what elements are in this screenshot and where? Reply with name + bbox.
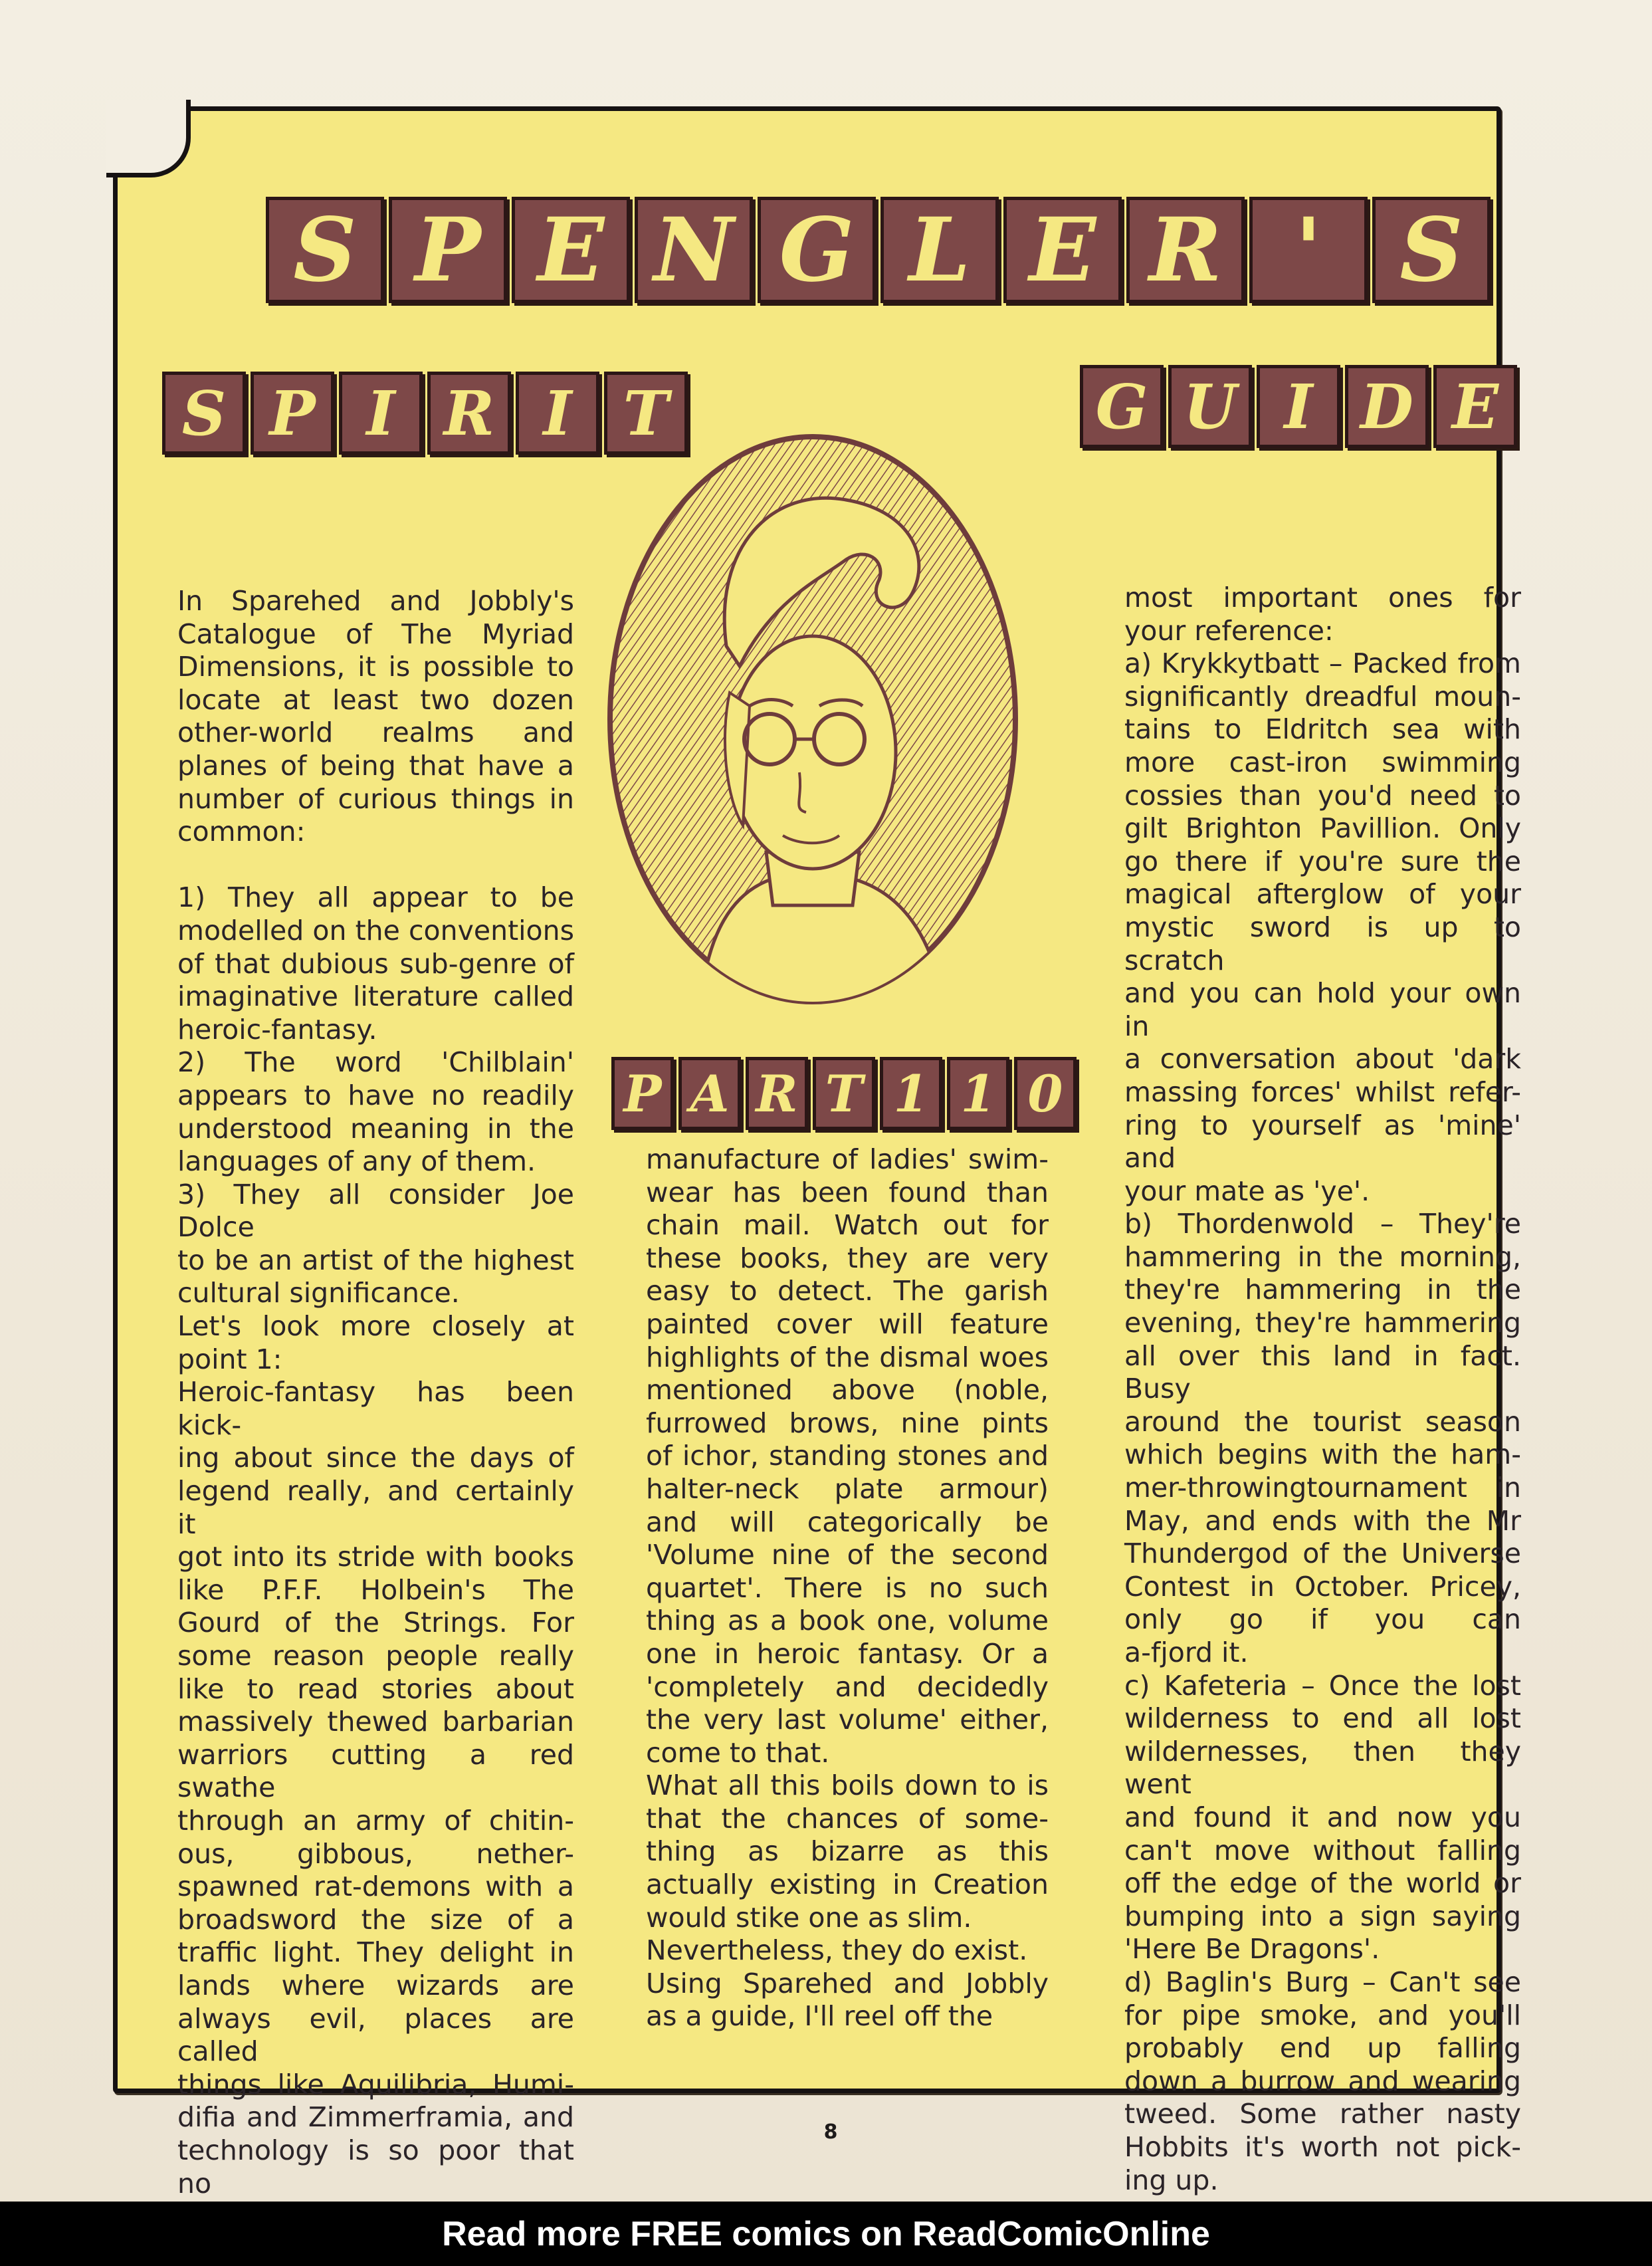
text-line: off the edge of the world or <box>1124 1867 1521 1900</box>
text-line: go there if you're sure the <box>1124 845 1521 877</box>
text-line: as a guide, I'll reel off the <box>646 2000 993 2033</box>
panel-corner-curl <box>106 100 191 177</box>
text-line: things like Aquilibria, Humi- <box>177 2068 574 2100</box>
text-line: thing as a book one, volume <box>646 1605 1049 1637</box>
title-letter-tile: P <box>251 372 334 455</box>
text-line: hammering in the morning, <box>1124 1240 1521 1273</box>
title-letter-tile: G <box>758 197 876 303</box>
title-guide <box>1080 365 1517 448</box>
title-letter-tile: E <box>1003 197 1122 303</box>
text-line <box>177 849 574 882</box>
text-line: a) Krykkytbatt – Packed from <box>1124 647 1521 680</box>
text-line: that the chances of some- <box>646 1802 1049 1835</box>
text-line: tweed. Some rather nasty <box>1124 2098 1521 2130</box>
text-line: point 1: <box>177 1343 282 1375</box>
title-letter-tile: S <box>266 197 384 303</box>
text-line: wilderness to end all lost <box>1124 1702 1521 1735</box>
portrait-illustration <box>600 427 1025 1012</box>
text-line: the very last volume' either, <box>646 1704 1049 1736</box>
text-line: evening, they're hammering <box>1124 1307 1521 1339</box>
text-line: some reason people really <box>177 1640 574 1672</box>
text-line: one in heroic fantasy. Or a <box>646 1637 1049 1670</box>
text-line: actually existing in Creation <box>646 1869 1049 1901</box>
text-line: locate at least two dozen <box>177 683 574 716</box>
title-letter-tile: A <box>678 1057 741 1130</box>
text-line: thing as bizarre as this <box>646 1835 1049 1868</box>
text-line: May, and ends with the Mr <box>1124 1504 1521 1537</box>
text-line: Thundergod of the Universe <box>1124 1537 1521 1570</box>
text-line: only go if you can <box>1124 1603 1521 1636</box>
text-line: got into its stride with books <box>177 1541 574 1573</box>
title-letter-tile: 1 <box>880 1057 942 1130</box>
text-line: always evil, places are called <box>177 2002 574 2068</box>
text-line: other-world realms and <box>177 717 574 749</box>
text-line: gilt Brighton Pavillion. Only <box>1124 812 1521 845</box>
title-letter-tile: P <box>389 197 507 303</box>
text-line: Nevertheless, they do exist. <box>646 1934 1028 1967</box>
text-line: massing forces' whilst refer- <box>1124 1076 1521 1108</box>
title-letter-tile: N <box>635 197 753 303</box>
text-line: for pipe smoke, and you'll <box>1124 1999 1521 2031</box>
text-line: lands where wizards are <box>177 1969 574 2001</box>
title-letter-tile: G <box>1080 365 1164 448</box>
text-line: come to that. <box>646 1736 830 1769</box>
article-column-3 <box>1124 582 1521 2197</box>
text-line: Let's look more closely at <box>177 1310 574 1343</box>
text-line: bumping into a sign saying <box>1124 1900 1521 1932</box>
title-letter-tile: P <box>611 1057 674 1130</box>
title-letter-tile: I <box>516 372 599 455</box>
text-line: 'Here Be Dragons'. <box>1124 1933 1380 1966</box>
text-line: all over this land in fact. Busy <box>1124 1339 1521 1405</box>
title-letter-tile: E <box>1433 365 1517 448</box>
text-line: mer-throwingtournament in <box>1124 1472 1521 1504</box>
text-line: tains to Eldritch sea with <box>1124 713 1521 746</box>
title-letter-tile: S <box>1372 197 1491 303</box>
text-line: easy to detect. The garish <box>646 1275 1049 1307</box>
text-line: and will categorically be <box>646 1506 1049 1538</box>
text-line: Gourd of the Strings. For <box>177 1607 574 1639</box>
text-line: imaginative literature called <box>177 980 574 1013</box>
text-line: ing up. <box>1124 2164 1219 2196</box>
title-letter-tile: R <box>746 1057 808 1130</box>
text-line: number of curious things in <box>177 782 574 815</box>
text-line: and found it and now you <box>1124 1801 1521 1833</box>
text-line: cossies than you'd need to <box>1124 779 1521 812</box>
text-line: massively thewed barbarian <box>177 1706 574 1738</box>
article-column-1 <box>177 585 574 2233</box>
title-letter-tile: ' <box>1249 197 1368 303</box>
text-line: like P.F.F. Holbein's The <box>177 1573 574 1606</box>
title-letter-tile: T <box>813 1057 875 1130</box>
text-line: legend really, and certainly it <box>177 1475 574 1540</box>
text-line: most important ones for <box>1124 582 1521 614</box>
text-line: 3) They all consider Joe Dolce <box>177 1178 574 1244</box>
text-line: spawned rat-demons with a <box>177 1870 574 1903</box>
text-line: highlights of the dismal woes <box>646 1341 1049 1373</box>
text-line: would stike one as slim. <box>646 1901 972 1934</box>
text-line: significantly dreadful moun- <box>1124 680 1521 713</box>
text-line: broadsword the size of a <box>177 1903 574 1936</box>
text-line: cultural significance. <box>177 1277 460 1309</box>
text-line: d) Baglin's Burg – Can't see <box>1124 1966 1521 1998</box>
text-line: Dimensions, it is possible to <box>177 651 574 683</box>
title-spenglers <box>266 197 1491 303</box>
text-line: mentioned above (noble, <box>646 1374 1049 1407</box>
text-line: furrowed brows, nine pints <box>646 1407 1049 1439</box>
text-line: a-fjord it. <box>1124 1637 1249 1668</box>
text-line: 'Volume nine of the second <box>646 1539 1049 1571</box>
text-line: around the tourist season <box>1124 1405 1521 1438</box>
title-letter-tile: R <box>427 372 511 455</box>
text-line: Hobbits it's worth not pick- <box>1124 2130 1521 2163</box>
text-line: languages of any of them. <box>177 1145 536 1178</box>
text-line: Contest in October. Pricey, <box>1124 1570 1521 1603</box>
text-line: wear has been found than <box>646 1176 1049 1208</box>
text-line: down a burrow and wearing <box>1124 2065 1521 2097</box>
text-line: and you can hold your own in <box>1124 977 1521 1042</box>
text-line: of ichor, standing stones and <box>646 1440 1049 1472</box>
text-line: What all this boils down to is <box>646 1769 1049 1802</box>
text-line: which begins with the ham- <box>1124 1438 1521 1471</box>
text-line: Catalogue of The Myriad <box>177 618 574 650</box>
text-line: traffic light. They delight in <box>177 1936 574 1969</box>
text-line: planes of being that have a <box>177 749 574 782</box>
title-letter-tile: U <box>1168 365 1252 448</box>
text-line: technology is so poor that no <box>177 2134 574 2200</box>
text-line: warriors cutting a red swathe <box>177 1738 574 1804</box>
text-line: In Sparehed and Jobbly's <box>177 585 574 617</box>
text-line: b) Thordenwold – They're <box>1124 1208 1521 1240</box>
footer-text[interactable]: Read more FREE comics on ReadComicOnline <box>442 2214 1210 2253</box>
text-line: modelled on the conventions <box>177 914 574 947</box>
text-line: halter-neck plate armour) <box>646 1472 1049 1505</box>
text-line: to be an artist of the highest <box>177 1244 574 1276</box>
text-line: ous, gibbous, nether- <box>177 1837 574 1870</box>
text-line: painted cover will feature <box>646 1307 1049 1340</box>
text-line: through an army of chitin- <box>177 1804 574 1837</box>
title-letter-tile: 0 <box>1014 1057 1077 1130</box>
text-line: ing about since the days of <box>177 1442 574 1474</box>
text-line: quartet'. There is no such <box>646 1571 1049 1604</box>
page-number: 8 <box>823 2120 838 2144</box>
title-letter-tile: D <box>1345 365 1429 448</box>
text-line: c) Kafeteria – Once the lost <box>1124 1669 1521 1702</box>
text-line: chain mail. Watch out for <box>646 1209 1049 1242</box>
text-line: mystic sword is up to scratch <box>1124 911 1521 976</box>
title-letter-tile: I <box>1257 365 1340 448</box>
text-line: 1) They all appear to be <box>177 881 574 914</box>
text-line: common: <box>177 816 306 848</box>
text-line: wildernesses, then they went <box>1124 1735 1521 1801</box>
title-letter-tile: R <box>1126 197 1245 303</box>
title-part-110 <box>611 1057 1077 1130</box>
text-line: 'completely and decidedly <box>646 1670 1049 1703</box>
text-line: heroic-fantasy. <box>177 1013 377 1046</box>
title-letter-tile: L <box>880 197 999 303</box>
text-line: Heroic-fantasy has been kick- <box>177 1376 574 1441</box>
text-line: manufacture of ladies' swim- <box>646 1143 1049 1175</box>
text-line: of that dubious sub-genre of <box>177 947 574 980</box>
text-line: difia and Zimmerframia, and <box>177 2101 574 2134</box>
title-letter-tile: T <box>604 372 688 455</box>
title-letter-tile: S <box>162 372 246 455</box>
text-line: understood meaning in the <box>177 1112 574 1145</box>
text-line: more cast-iron swimming <box>1124 746 1521 778</box>
text-line: your mate as 'ye'. <box>1124 1175 1370 1207</box>
text-line: can't move without falling <box>1124 1834 1521 1867</box>
text-line: probably end up falling <box>1124 2032 1521 2065</box>
text-line: magical afterglow of your <box>1124 878 1521 911</box>
title-letter-tile: 1 <box>947 1057 1009 1130</box>
text-line: these books, they are very <box>646 1242 1049 1274</box>
text-line: they're hammering in the <box>1124 1274 1521 1306</box>
title-letter-tile: I <box>339 372 423 455</box>
article-column-2 <box>646 1143 1049 2033</box>
text-line: Using Sparehed and Jobbly <box>646 1967 1049 1999</box>
footer-banner[interactable] <box>0 2202 1652 2266</box>
text-line: ring to yourself as 'mine' and <box>1124 1109 1521 1175</box>
text-line: 2) The word 'Chilblain' <box>177 1046 574 1079</box>
text-line: appears to have no readily <box>177 1079 574 1111</box>
text-line: your reference: <box>1124 614 1334 647</box>
text-line: like to read stories about <box>177 1672 574 1705</box>
title-letter-tile: E <box>512 197 630 303</box>
text-line: a conversation about 'dark <box>1124 1043 1521 1076</box>
